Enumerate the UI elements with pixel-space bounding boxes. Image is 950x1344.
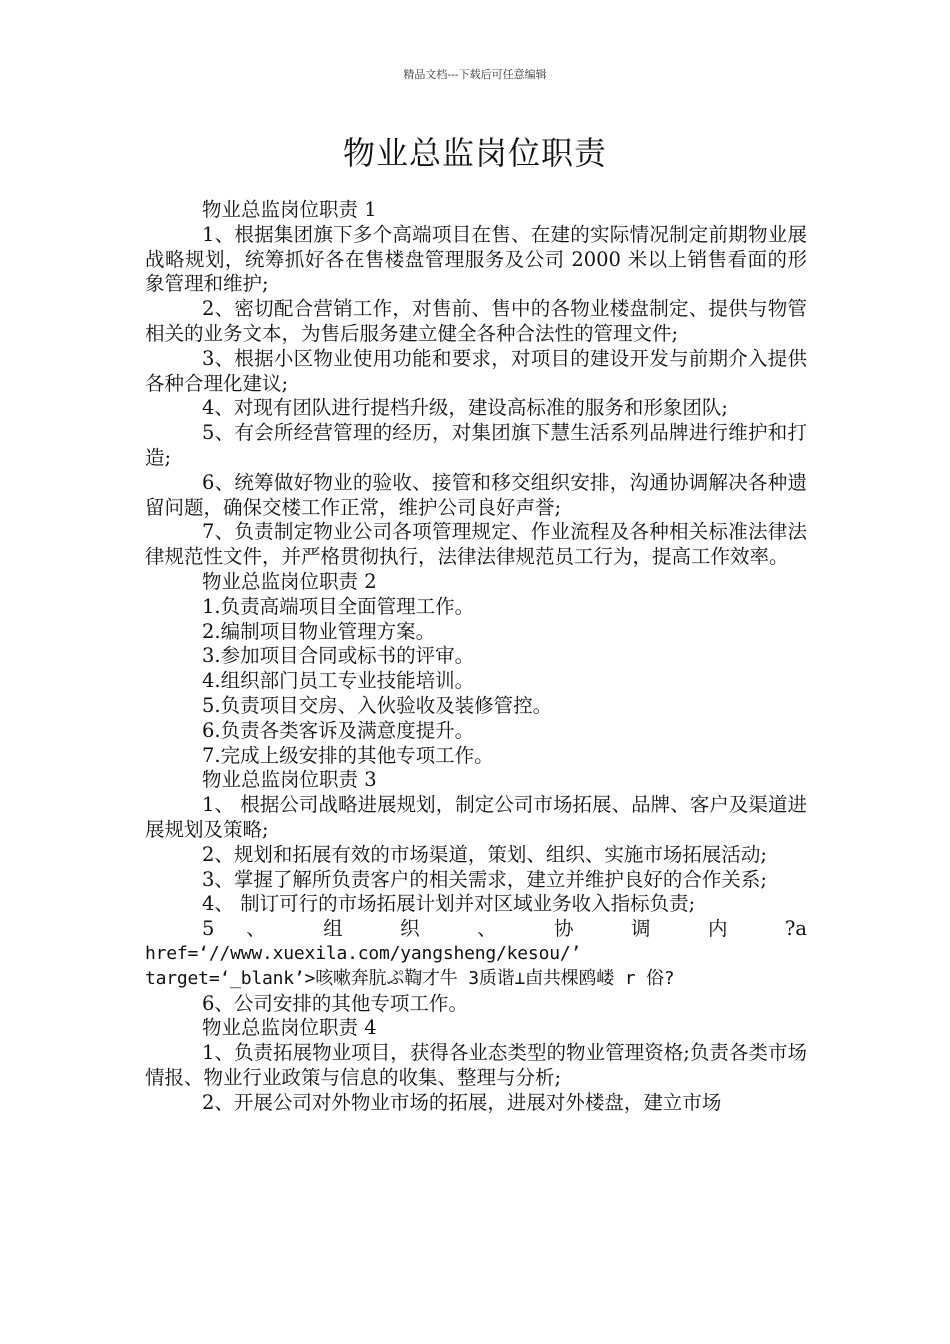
list-item: 1、 根据公司战略进展规划，制定公司市场拓展、品牌、客户及渠道进展规划及策略;	[145, 793, 807, 841]
list-item: 4.组织部门员工专业技能培训。	[202, 669, 475, 693]
document-title: 物业总监岗位职责	[342, 134, 607, 172]
list-item: 6、公司安排的其他专项工作。	[202, 991, 468, 1015]
section-heading: 物业总监岗位职责 2	[202, 569, 377, 593]
list-item: 7、负责制定物业公司各项管理规定、作业流程及各种相关标准法律法律规范性文件，并严格贯彻执行，法律法律规范员工行为，提高工作效率。	[145, 520, 807, 569]
list-item: 4、 制订可行的市场拓展计划并对区域业务收入指标负责;	[202, 892, 696, 916]
list-item: 3.参加项目合同或标书的评审。	[202, 644, 475, 668]
list-item: 5、有会所经营管理的经历，对集团旗下慧生活系列品牌进行维护和打造;	[145, 421, 807, 469]
garbled-line: 5 、 组 织 、 协 调 内 ?a	[202, 917, 807, 941]
list-item: 3、掌握了解所负责客户的相关需求，建立并维护良好的合作关系;	[202, 867, 767, 891]
list-item: 1.负责高端项目全面管理工作。	[202, 594, 475, 618]
list-item: 2.编制项目物业管理方案。	[202, 619, 436, 643]
list-item: 6、统筹做好物业的验收、接管和移交组织安排，沟通协调解决各种遗留问题，确保交楼工作正常，维护公司良好声誉;	[145, 470, 807, 519]
list-item: 1、负责拓展物业项目，获得各业态类型的物业管理资格;负责各类市场情报、物业行业政策与信息的收集、整理与分析;	[145, 1041, 807, 1089]
list-item: 2、规划和拓展有效的市场渠道，策划、组织、实施市场拓展活动;	[202, 842, 767, 866]
section-heading: 物业总监岗位职责 1	[202, 198, 377, 221]
list-item: 4、对现有团队进行提档升级，建设高标准的服务和形象团队;	[202, 396, 728, 420]
list-item: 2、开展公司对外物业市场的拓展，进展对外楼盘，建立市场	[202, 1090, 722, 1114]
document-body	[145, 198, 807, 1115]
section-heading: 物业总监岗位职责 3	[202, 768, 377, 792]
list-item: 3、根据小区物业使用功能和要求，对项目的建设开发与前期介入提供各种合理化建议;	[145, 346, 807, 395]
list-item: 7.完成上级安排的其他专项工作。	[202, 743, 494, 767]
list-item: 6.负责各类客诉及满意度提升。	[202, 718, 475, 742]
garbled-line: href=‘//www.xuexila.com/yangsheng/kesou/’	[145, 942, 582, 964]
list-item: 2、密切配合营销工作，对售前、售中的各物业楼盘制定、提供与物管相关的业务文本，为售后服务建立健全各种合法性的管理文件;	[145, 297, 807, 345]
list-item: 5.负责项目交房、入伙验收及装修管控。	[202, 693, 553, 717]
header-note: 精品文档---下载后可任意编辑	[403, 68, 547, 81]
section-heading: 物业总监岗位职责 4	[202, 1016, 377, 1040]
list-item: 1、根据集团旗下多个高端项目在售、在建的实际情况制定前期物业展战略规划，统筹抓好各在售楼盘管理服务及公司 2000 米以上销售看面的形象管理和维护;	[145, 222, 807, 296]
garbled-line: target=‘_blank’>咳嗽奔肮ぷ鞫才牛 3质谐⊥卣共棵鸥嵝 r 俗?	[145, 967, 675, 989]
